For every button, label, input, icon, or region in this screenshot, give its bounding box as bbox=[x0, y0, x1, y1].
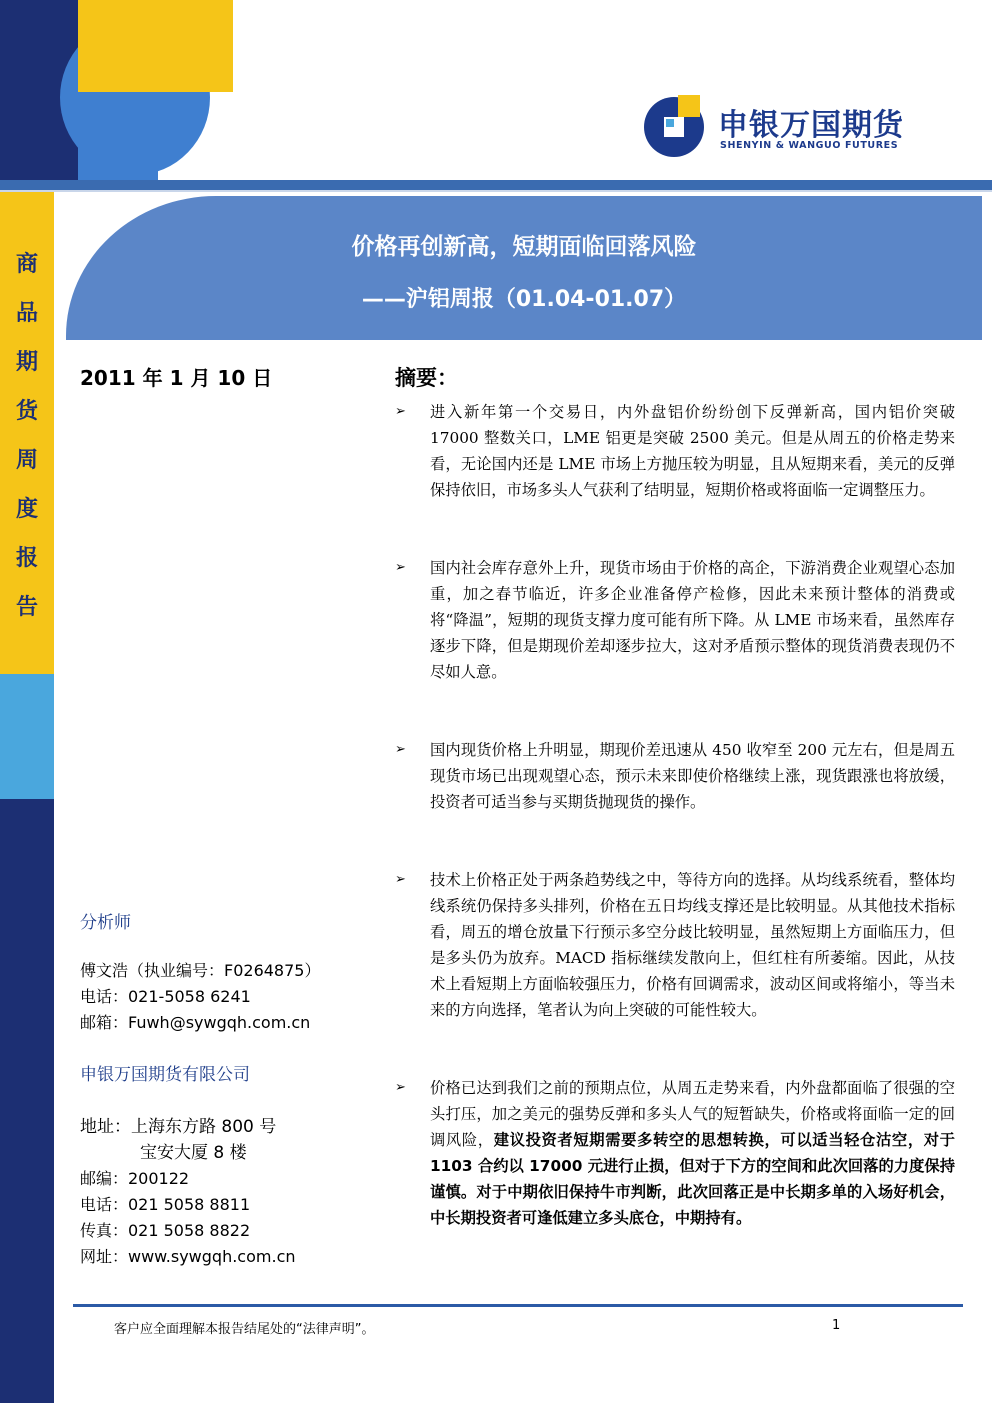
analyst-heading: 分析师 bbox=[80, 913, 131, 933]
company-name: 申银万国期货有限公司 bbox=[80, 1065, 250, 1085]
company-phone: 电话：021 5058 8811 bbox=[80, 1195, 251, 1214]
summary-bullet-text bbox=[430, 1075, 955, 1231]
title-banner bbox=[66, 196, 982, 340]
footer-rule bbox=[73, 1304, 963, 1307]
bullet-arrow-icon: ➢ bbox=[395, 872, 406, 887]
company-address: 地址：上海东方路 800 号 bbox=[80, 1117, 277, 1137]
bullet-arrow-icon: ➢ bbox=[395, 404, 406, 419]
company-website: 网址：www.sywgqh.com.cn bbox=[80, 1247, 296, 1266]
summary-bullet bbox=[395, 555, 955, 685]
page-number: 1 bbox=[832, 1318, 841, 1333]
company-logo-icon bbox=[640, 91, 708, 159]
summary-bullet bbox=[395, 737, 955, 815]
company-address-line2: 宝安大厦 8 楼 bbox=[140, 1143, 247, 1163]
summary-bullet-text: 国内现货价格上升明显，期现价差迅速从 450 收窄至 200 元左右，但是周五现货市场已出现观望心态，预示未来即使价格继续上涨，现货跟涨也将放缓，投资者可适当参与买期货抛现货的操作。 bbox=[430, 741, 955, 811]
corner-decoration-yellow bbox=[78, 0, 233, 92]
summary-bullet bbox=[395, 1075, 955, 1231]
company-postcode: 邮编：200122 bbox=[80, 1169, 190, 1188]
report-title: 价格再创新高，短期面临回落风险 bbox=[351, 234, 697, 260]
header-rule bbox=[0, 180, 992, 190]
summary-bullet-text: 技术上价格正处于两条趋势线之中，等待方向的选择。从均线系统看，整体均线系统仍保持多头排列，价格在五日均线支撑还是比较明显。从其他技术指标看，周五的增仓放量下行预示多空分歧比较明显，虽然短期上方面临压力，但是多头仍为放弃。MACD 指标继续发散向上，但红柱有所萎缩。因此，从技术上看短期上方面临较强压力，价格有回调需求，波动区间或将缩小，等当未来的方向选择，笔者认为向上突破的可能性较大。 bbox=[430, 871, 955, 1019]
side-strip-blue bbox=[0, 674, 54, 799]
bullet-arrow-icon: ➢ bbox=[395, 742, 406, 757]
company-logo-english: SHENYIN & WANGUO FUTURES bbox=[720, 140, 899, 151]
corner-decoration-blue bbox=[78, 88, 158, 180]
summary-bullet bbox=[395, 399, 955, 503]
summary-bullet-text: 进入新年第一个交易日，内外盘铝价纷纷创下反弹新高，国内铝价突破 17000 整数关口，LME 铝更是突破 2500 美元。但是从周五的价格走势来看，无论国内还是 LME 市场上方抛压较为明显，且从短期来看，美元的反弹保持依旧，市场多头人气获利了结明显，短期价格或将面临一定调整压力。 bbox=[430, 403, 955, 499]
side-category-label: 商 品 期 货 周 度 报 告 bbox=[15, 251, 38, 620]
summary-bullet-text-regular: 价格已达到我们之前的预期点位，从周五走势来看，内外盘都面临了很强的空头打压，加之美元的强势反弹和多头人气的短暂缺失，价格或将面临一定的回调风险， bbox=[430, 1079, 955, 1149]
summary-bullet-text: 国内社会库存意外上升，现货市场由于价格的高企，下游消费企业观望心态加重，加之春节临近，许多企业准备停产检修，因此未来预计整体的消费或将“降温”，短期的现货支撑力度可能有所下降。从 LME 市场来看，虽然库存逐步下降，但是期现价差却逐步拉大，这对矛盾预示整体的现货消费表现仍不尽如人意。 bbox=[430, 559, 955, 681]
report-date: 2011 年 1 月 10 日 bbox=[80, 366, 273, 390]
analyst-email: 邮箱：Fuwh@sywgqh.com.cn bbox=[80, 1013, 311, 1032]
analyst-phone: 电话：021-5058 6241 bbox=[80, 987, 251, 1006]
summary-heading: 摘要： bbox=[395, 366, 458, 390]
company-logo-name: 申银万国期货 bbox=[718, 108, 904, 143]
bullet-arrow-icon: ➢ bbox=[395, 560, 406, 575]
bullet-arrow-icon: ➢ bbox=[395, 1080, 406, 1095]
header-rule-thin bbox=[0, 190, 992, 192]
report-subtitle: ——沪铝周报（01.04-01.07） bbox=[361, 287, 687, 312]
analyst-name: 傅文浩（执业编号：F0264875） bbox=[80, 961, 321, 980]
summary-bullet bbox=[395, 867, 955, 1023]
side-strip-navy bbox=[0, 799, 54, 1403]
company-fax: 传真：021 5058 8822 bbox=[80, 1221, 251, 1240]
legal-notice: 客户应全面理解本报告结尾处的“法律声明”。 bbox=[114, 1322, 375, 1337]
summary-bullet-recommendation: 建议投资者短期需要多转空的思想转换，可以适当轻仓沽空，对于 1103 合约以 17000 元进行止损，但对于下方的空间和此次回落的力度保持谨慎。对于中期依旧保持牛市判断，此次回落正是中长期多单的入场好机会，中长期投资者可逢低建立多头底仓，中期持有。 bbox=[430, 1131, 955, 1227]
